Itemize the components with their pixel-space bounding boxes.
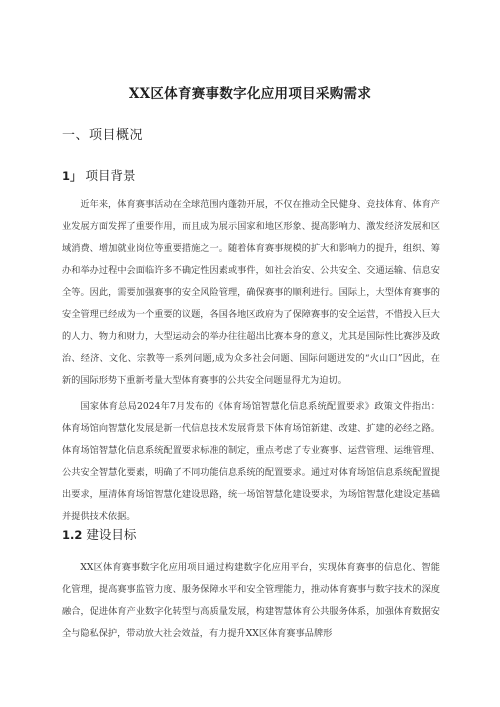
subsection-title: 建设目标: [86, 527, 137, 542]
goals-paragraph-1: XX区体育赛事数字化应用项目通过构建数字化应用平台，实现体育赛事的信息化、智能化管理，提高赛事监管力度、服务保障水平和安全管理能力，推动体育赛事与数字技术的深度融合，促进体育产业数字化转型与高质量发展，构建智慧体育公共服务体系，加强体育数据安全与隐私保护，带动放大社会效益，有力提升XX区体育赛事品牌形: [62, 562, 440, 639]
background-paragraph-2: 国家体育总局2024年7月发布的《体育场馆智慧化信息系统配置要求》政策文件指出：体育场馆向智慧化发展是新一代信息技术发展背景下体育场馆新建、改建、扩建的必经之路。体育场馆智慧化信息系统配置要求标准的制定，重点考虑了专业赛事、运营管理、运维管理、公共安全智慧化要素，明确了不同功能信息系统的配置要求。通过对体育场馆信息系统配置提出要求，厘清体育场馆智慧化建设思路，统一场馆智慧化建设要求，为场馆智慧化建设定基础并提供技术依据。: [62, 401, 440, 522]
background-paragraph-1: 近年来，体育赛事活动在全球范围内蓬勃开展，不仅在推动全民健身、竞技体育、体育产业发展方面发挥了重要作用，而且成为展示国家和地区形象、提高影响力、激发经济发展和区域消费、增加就业岗位等重要措施之一。随着体育赛事规模的扩大和影响力的提升，组织、筹办和举办过程中会面临许多不确定性因素或事件，如社会治安、公共安全、交通运输、信息安全等。因此，需要加强赛事的安全风险管理，确保赛事的顺利进行。国际上，大型体育赛事的安全管理已经成为一个重要的议题，各国各地区政府为了保障赛事的安全运营，不惜投入巨大的人力、物力和财力，大型运动会的举办往往超出比赛本身的意义，尤其是国际性比赛涉及政治、经济、文化、宗教等一系列问题,成为众多社会问题、国际问题迸发的“火山口”因此，在新的国际形势下重新考量大型体育赛事的公共安全问题显得尤为迫切。: [62, 199, 440, 386]
subsection-number: 1.2: [62, 528, 83, 542]
document-title: XX区体育赛事数字化应用项目采购需求: [128, 86, 372, 102]
subsection-number: 1」: [62, 169, 82, 183]
section-heading-overview: 一、项目概况: [62, 128, 144, 143]
subsection-title: 项目背景: [85, 168, 136, 183]
subsection-heading-goals: [62, 525, 136, 543]
subsection-heading-background: [62, 166, 136, 184]
